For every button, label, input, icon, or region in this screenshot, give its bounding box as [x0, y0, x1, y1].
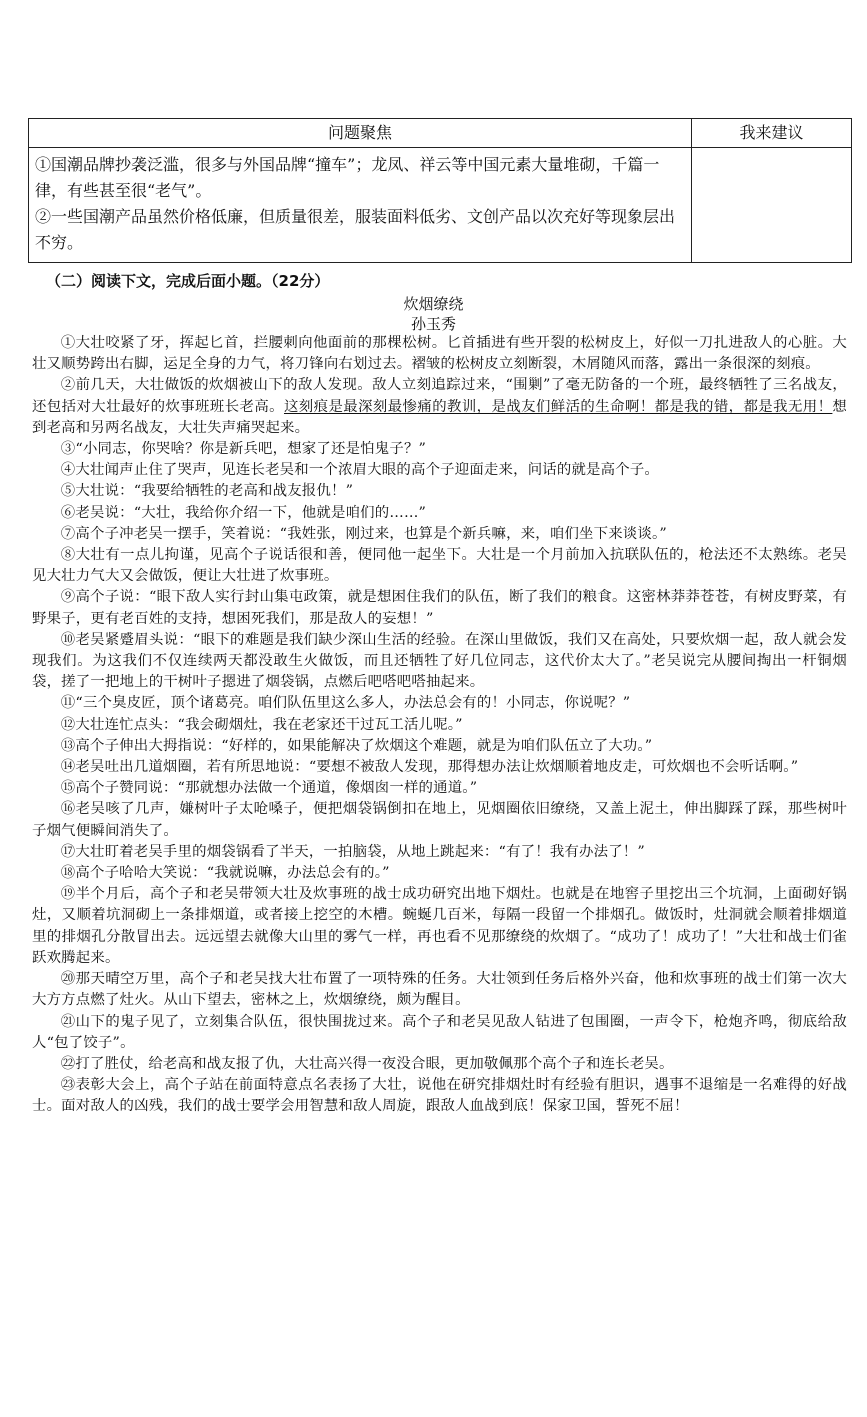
paragraph-7: ⑦高个子冲老吴一摆手，笑着说：“我姓张，刚过来，也算是个新兵嘛，来，咱们坐下来谈谈。” [60, 525, 667, 542]
paragraph-6: ⑥老吴说：“大壮，我给你介绍一下，他就是咱们的……” [60, 504, 427, 521]
paragraph-4: ④大壮闻声止住了哭声，见连长老吴和一个浓眉大眼的高个子迎面走来，问话的就是高个子。 [60, 462, 660, 479]
paragraph-15: ⑮高个子赞同说：“那就想办法做一个通道，像烟囱一样的通道。” [60, 780, 478, 797]
paragraph-8: ⑧大壮有一点儿拘谨，见高个子说话很和善，便同他一起坐下。大壮是一个月前加入抗联队伍的，枪法还不太熟练。老吴见大壮力气大又会做饭，便让大壮进了炊事班。 [32, 547, 847, 585]
problem-advice-table [28, 118, 852, 263]
paragraph-10: ⑩老吴紧蹙眉头说：“眼下的难题是我们缺少深山生活的经验。在深山里做饭，我们又在高处，只要炊烟一起，敌人就会发现我们。为这我们不仅连续两天都没敢生火做饭，而且还牺牲了好几位同志，这代价太大了。”老吴说完从腰间掏出一杆铜烟袋，搓了一把地上的干树叶子摁进了烟袋锅，点燃后吧嗒吧嗒抽起来。 [32, 631, 847, 691]
paragraph-11: ⑪“三个臭皮匠，顶个诸葛亮。咱们队伍里这么多人，办法总会有的！小同志，你说呢？” [60, 695, 631, 712]
paragraph-5: ⑤大壮说：“我要给牺牲的老高和战友报仇！” [60, 483, 354, 500]
underlined-sentence: 这刻痕是最深刻最惨痛的教训，是战友们鲜活的生命啊！都是我的错，都是我无用！ [283, 398, 833, 415]
paragraph-14: ⑭老吴吐出几道烟圈，若有所思地说：“要想不被敌人发现，那得想办法让炊烟顺着地皮走，可炊烟也不会听话啊。” [60, 759, 799, 776]
paragraph-18: ⑱高个子哈哈大笑说：“我就说嘛，办法总会有的。” [60, 865, 390, 882]
paragraph-22: ㉒打了胜仗，给老高和战友报了仇，大壮高兴得一夜没合眼，更加敬佩那个高个子和连长老吴。 [60, 1055, 674, 1072]
table-row [29, 148, 852, 263]
paragraph-20: ⑳那天晴空万里，高个子和老吴找大壮布置了一项特殊的任务。大壮领到任务后格外兴奋，他和炊事班的战士们第一次大大方方点燃了灶火。从山下望去，密林之上，炊烟缭绕，颇为醒目。 [32, 971, 847, 1009]
paragraph-3: ③“小同志，你哭啥？你是新兵吧，想家了还是怕鬼子？” [60, 441, 427, 458]
problem-item-2: ②一些国潮产品虽然价格低廉，但质量很差，服装面料低劣、文创产品以次充好等现象层出不穷。 [35, 207, 676, 252]
paragraph-21: ㉑山下的鬼子见了，立刻集合队伍，很快围拢过来。高个子和老吴见敌人钻进了包围圈，一声令下，枪炮齐鸣，彻底给敌人“包了饺子”。 [32, 1013, 847, 1051]
story-title: 炊烟缭绕 [403, 295, 464, 313]
paragraph-1: ①大壮咬紧了牙，挥起匕首，拦腰刺向他面前的那棵松树。匕首插进有些开裂的松树皮上，好似一刀扎进敌人的心脏。大壮又顺势跨出右脚，运足全身的力气，将刀锋向右划过去。褶皱的松树皮立刻断裂，木屑随风而落，露出一条很深的刻痕。 [32, 335, 847, 373]
paragraph-9: ⑨高个子说：“眼下敌人实行封山集屯政策，就是想困住我们的队伍，断了我们的粮食。这密林莽莽苍苍，有树皮野菜，有野果子，更有老百姓的支持，想困死我们，那是敌人的妄想！” [32, 589, 847, 627]
paragraph-2-text: ②前几天，大壮做饭的炊烟被山下的敌人发现。敌人立刻追踪过来，“围剿”了毫无防备的一个班，最终牺牲了三名战友，还包括对大壮最好的炊事班班长老高。 [32, 377, 847, 415]
paragraph-2 [32, 375, 847, 439]
header-problem-focus: 问题聚焦 [29, 119, 692, 148]
story-body [32, 333, 847, 1118]
table-header-row [29, 119, 852, 148]
paragraph-23: ㉓表彰大会上，高个子站在前面特意点名表扬了大壮，说他在研究排烟灶时有经验有胆识，遇事不退缩是一名难得的好战士。面对敌人的凶残，我们的战士要学会用智慧和敌人周旋，跟敌人血战到底！保家卫国，誓死不屈！ [32, 1077, 847, 1115]
paragraph-2-tail: 想到老高和另两名战友，大壮失声痛哭起来。 [32, 398, 847, 436]
header-my-advice: 我来建议 [692, 119, 852, 148]
paragraph-16: ⑯老吴咳了几声，嫌树叶子太呛嗓子，便把烟袋锅倒扣在地上，见烟圈依旧缭绕，又盖上泥土，伸出脚踩了踩，那些树叶子烟气便瞬间消失了。 [32, 801, 847, 839]
story-author: 孙玉秀 [410, 315, 456, 333]
advice-cell [692, 148, 852, 263]
paragraph-13: ⑬高个子伸出大拇指说：“好样的，如果能解决了炊烟这个难题，就是为咱们队伍立了大功。” [60, 737, 653, 754]
paragraph-12: ⑫大壮连忙点头：“我会砌烟灶，我在老家还干过瓦工活儿呢。” [60, 716, 463, 733]
section-heading: （二）阅读下文，完成后面小题。（22分） [46, 272, 330, 290]
paragraph-17: ⑰大壮盯着老吴手里的烟袋锅看了半天，一拍脑袋，从地上跳起来：“有了！我有办法了！” [60, 843, 645, 860]
paragraph-19: ⑲半个月后，高个子和老吴带领大壮及炊事班的战士成功研究出地下烟灶。也就是在地窖子里挖出三个坑洞，上面砌好锅灶，又顺着坑洞砌上一条排烟道，或者接上挖空的木槽。蜿蜒几百米，每隔一段留一个排烟孔。做饭时，灶洞就会顺着排烟道里的排烟孔分散冒出去。远远望去就像大山里的雾气一样，再也看不见那缭绕的炊烟了。“成功了！成功了！”大壮和战士们雀跃欢腾起来。 [32, 886, 847, 966]
problem-cell [29, 148, 692, 263]
problem-item-1: ①国潮品牌抄袭泛滥，很多与外国品牌“撞车”；龙凤、祥云等中国元素大量堆砌，千篇一律，有些甚至很“老气”。 [35, 155, 660, 200]
